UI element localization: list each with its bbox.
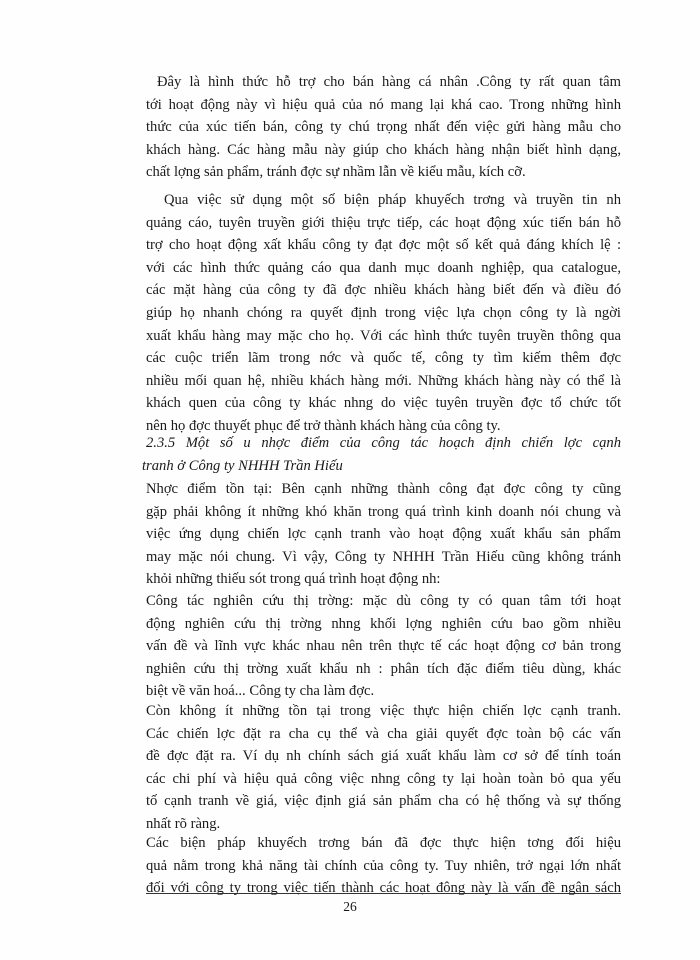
text-line: các mặt hàng của công ty đã đợc nhiều khách hàng biết đến và điều đó xyxy=(146,282,621,299)
text-line: nhiều mối quan hệ, nhiều khách hàng mới. Những khách hàng này có thể là xyxy=(146,372,621,389)
footer-divider xyxy=(146,893,621,894)
text-line: Nhợc điểm tồn tại: Bên cạnh những thành công đạt đợc công ty cũng xyxy=(146,481,621,497)
text-line: chất lợng sản phẩm, tránh đợc sự nhầm lẫn về kiểu mẫu, kích cỡ. xyxy=(146,164,526,181)
text-line: với các hình thức quảng cáo qua danh mục doanh nghiệp, qua catalogue, xyxy=(146,259,621,276)
paragraph-weaknesses xyxy=(146,478,621,591)
text-line: trợ cho hoạt động xất khẩu công ty đạt đợc một số kết quả đáng khích lệ : xyxy=(146,237,621,254)
text-line: xuất khẩu hàng may mặc cho họ. Với các hình thức tuyên truyền thông qua xyxy=(146,327,621,344)
text-line: thức của xúc tiến bán, công ty chú trọng nhất đến việc gửi hàng mẫu cho xyxy=(146,119,621,136)
section-heading xyxy=(142,432,621,477)
text-line: nghiên cứu thị trờng xuất khẩu nh : phân tích đặc điểm tiêu dùng, khác xyxy=(146,660,621,677)
text-line: khỏi những thiếu sót trong quá trình hoạt động nh: xyxy=(146,571,441,588)
text-line: nên họ đợc thuyết phục để trở thành khách hàng của công ty. xyxy=(146,417,501,434)
text-line: Còn không ít những tồn tại trong việc thực hiện chiến lợc cạnh tranh. xyxy=(146,703,621,719)
text-line: các chi phí và hiệu quả công việc nhng công ty lại hoàn toàn bỏ qua yếu xyxy=(146,770,621,787)
text-line: Đây là hình thức hỗ trợ cho bán hàng cá nhân .Công ty rất quan tâm xyxy=(157,74,621,90)
page-number: 26 xyxy=(343,899,357,914)
text-line: Qua việc sử dụng một số biện pháp khuyếch trơng và truyền tin nh xyxy=(164,192,621,208)
text-line: giúp họ nhanh chóng ra quyết định trong việc lựa chọn công ty là ngời xyxy=(146,304,621,321)
text-line: gặp phải không ít những khó khăn trong quá trình kinh doanh nói chung và xyxy=(146,503,621,520)
text-line: đề đợc đặt ra. Ví dụ nh chính sách giá xuất khẩu làm cơ sở để tính toán xyxy=(146,748,621,765)
text-line: tranh ở Công ty NHHH Trần Hiếu xyxy=(142,457,343,474)
text-line: biệt về văn hoá... Công ty cha làm đợc. xyxy=(146,683,375,700)
text-line: quả nằm trong khả năng tài chính của công ty. Tuy nhiên, trở ngại lớn nhất xyxy=(146,857,621,874)
paragraph-promotion-budget xyxy=(146,832,621,900)
text-line: các cuộc triển lãm trong nớc và quốc tế, công ty tìm kiếm thêm đợc xyxy=(146,350,621,367)
text-line: vấn đề và lĩnh vực khác nhau nên trên thực tế các hoạt động cơ bản trong xyxy=(146,638,621,655)
text-line: Các chiến lợc đặt ra cha cụ thể và cha giải quyết đợc toàn bộ các vấn xyxy=(146,725,621,742)
text-line: khách hàng. Các hàng mẫu này giúp cho khách hàng nhận biết hình dạng, xyxy=(146,141,621,158)
text-line: đối với công ty trong việc tiến thành các hoạt đông này là vấn đề ngân sách xyxy=(146,880,621,897)
text-line: nhất rõ ràng. xyxy=(146,815,221,832)
text-line: việc ứng dụng chiến lợc cạnh tranh vào hoạt động xuất khẩu sản phẩm xyxy=(146,526,621,543)
text-line: động nghiên cứu thị trờng nhng khối lợng nghiên cứu bao gồm nhiều xyxy=(146,615,621,632)
paragraph-market-research xyxy=(146,590,621,703)
paragraph-strategy-issues xyxy=(146,700,621,836)
text-line: tới hoạt động này vì hiệu quả của nó mang lại khá cao. Trong những hình xyxy=(146,96,621,113)
text-line: Công tác nghiên cứu thị trờng: mặc dù công ty có quan tâm tới hoạt xyxy=(146,593,621,609)
text-line: quảng cáo, tuyên truyền giới thiệu trực tiếp, các hoạt động xúc tiến bán hỗ xyxy=(146,214,621,231)
paragraph-sales-support xyxy=(146,71,621,184)
paragraph-promotion-results xyxy=(146,189,621,438)
text-line: 2.3.5 Một số u nhợc điểm của công tác hoạch định chiến lợc cạnh xyxy=(146,435,621,451)
text-line: may mặc nói chung. Vì vậy, Công ty NHHH Trần Hiếu cũng không tránh xyxy=(146,548,621,565)
text-line: tố cạnh tranh về giá, việc định giá sản phẩm cha có hệ thống và sự thống xyxy=(146,793,621,810)
text-line: khách quen của công ty khác nhng do việc tuyên truyền đợc tổ chức tốt xyxy=(146,395,621,412)
text-line: Các biện pháp khuyếch trơng bán đã đợc thực hiện tơng đối hiệu xyxy=(146,835,621,851)
